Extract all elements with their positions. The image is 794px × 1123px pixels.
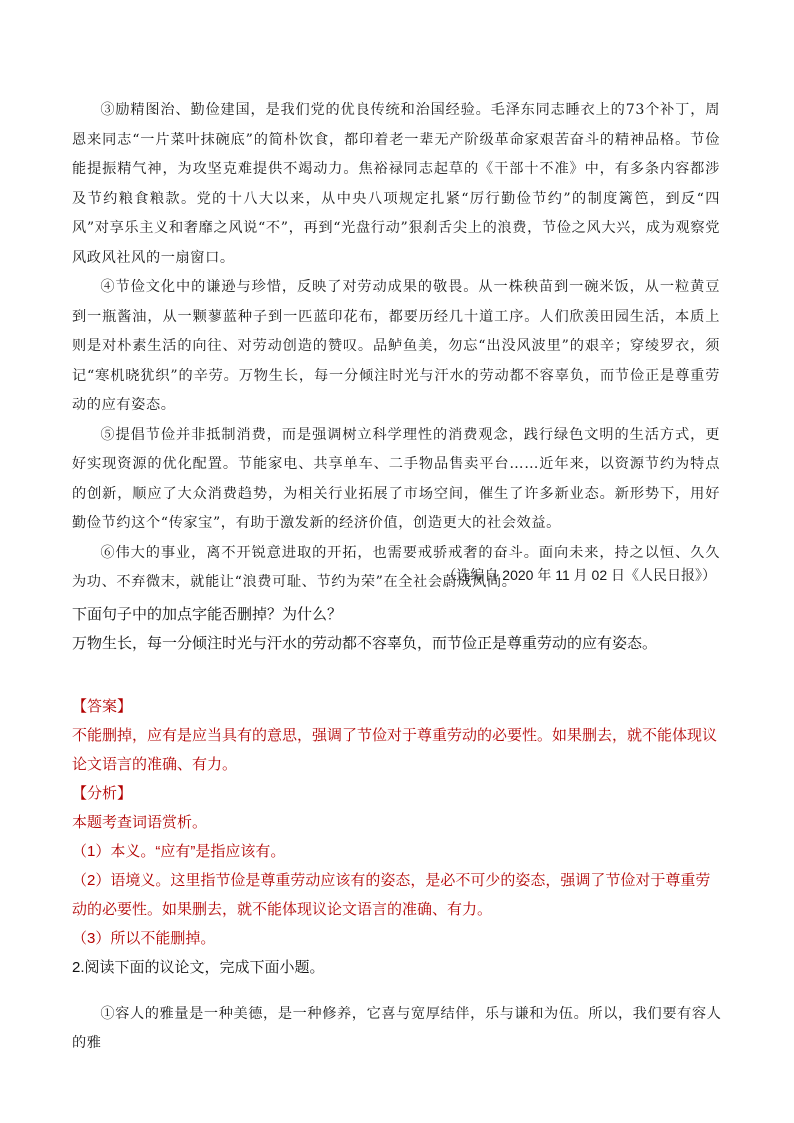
question-prompt: 下面句子中的加点字能否删掉？为什么？ bbox=[72, 606, 343, 623]
reading-passage bbox=[72, 96, 720, 598]
paragraph-5: ⑤提倡节俭并非抵制消费，而是强调树立科学理性的消费观念，践行绿色文明的生活方式，更好实现资源的优化配置。节能家电、共享单车、二手物品售卖平台……近年来，以资源节约为特点的创新，顺应了大众消费趋势，为相关行业拓展了市场空间，催生了许多新业态。新形势下，用好勤俭节约这个“传家宝”，有助于激发新的经济价值，创造更大的社会效益。 bbox=[72, 426, 720, 531]
answer-tag: 【答案】 bbox=[72, 698, 133, 715]
paragraph-3: ③励精图治、勤俭建国，是我们党的优良传统和治国经验。毛泽东同志睡衣上的73个补丁，周恩来同志“一片菜叶抹碗底”的简朴饮食，都印着老一辈无产阶级革命家艰苦奋斗的精神品格。节俭能提振精气神，为攻坚克难提供不竭动力。焦裕禄同志起草的《干部十不准》中，有多条内容都涉及节约粮食粮款。党的十八大以来，从中央八项规定扎紧“厉行勤俭节约”的制度篱笆，到反“四风”对享乐主义和奢靡之风说“不”，再到“光盘行动”狠刹舌尖上的浪费，节俭之风大兴，成为观察党风政风社风的一扇窗口。 bbox=[72, 102, 720, 266]
analysis-tag: 【分析】 bbox=[72, 785, 133, 802]
question-sentence: 万物生长，每一分倾注时光与汗水的劳动都不容辜负，而节俭正是尊重劳动的应有姿态。 bbox=[72, 635, 658, 652]
paragraph-6: ⑥伟大的事业，离不开锐意进取的开拓，也需要戒骄戒奢的奋斗。面向未来，持之以恒、久久为功、不弃微末，就能让“浪费可耻、节约为荣”在全社会蔚成风尚。 bbox=[72, 544, 720, 590]
source-citation: （选编自 2020 年 11 月 02 日《人民日报》） bbox=[442, 567, 716, 583]
paragraph-4: ④节俭文化中的谦逊与珍惜，反映了对劳动成果的敬畏。从一株秧苗到一碗米饭，从一粒黄豆到一瓶酱油，从一颗蓼蓝种子到一匹蓝印花布，都要历经几十道工序。人们欣羡田园生活，本质上则是对朴素生活的向往、对劳动创造的赞叹。品鲈鱼美，勿忘“出没风波里”的艰辛；穿绫罗衣，须记“寒机晓犹织”的辛劳。万物生长，每一分倾注时光与汗水的劳动都不容辜负，而节俭正是尊重劳动的应有姿态。 bbox=[72, 279, 720, 413]
answer-text: 不能删掉，应有是应当具有的意思，强调了节俭对于尊重劳动的必要性。如果删去，就不能体现议论文语言的准确、有力。 bbox=[72, 727, 718, 773]
analysis-point-2: （2）语境义。这里指节俭是尊重劳动应该有的姿态，是必不可少的姿态，强调了节俭对于尊重劳动的必要性。如果删去，就不能体现议论文语言的准确、有力。 bbox=[72, 872, 711, 918]
next-passage bbox=[72, 1000, 722, 1058]
answer-analysis-block bbox=[72, 692, 722, 982]
next-question-heading: 2.阅读下面的议论文，完成下面小题。 bbox=[72, 959, 325, 976]
analysis-point-3: （3）所以不能删掉。 bbox=[72, 930, 216, 947]
analysis-intro: 本题考查词语赏析。 bbox=[72, 814, 208, 831]
analysis-point-1: （1）本义。“应有”是指应该有。 bbox=[72, 843, 286, 860]
next-paragraph-1: ①容人的雅量是一种美德，是一种修养，它喜与宽厚结伴，乐与谦和为伍。所以，我们要有容人的雅 bbox=[72, 1006, 722, 1051]
question-block bbox=[72, 600, 722, 658]
